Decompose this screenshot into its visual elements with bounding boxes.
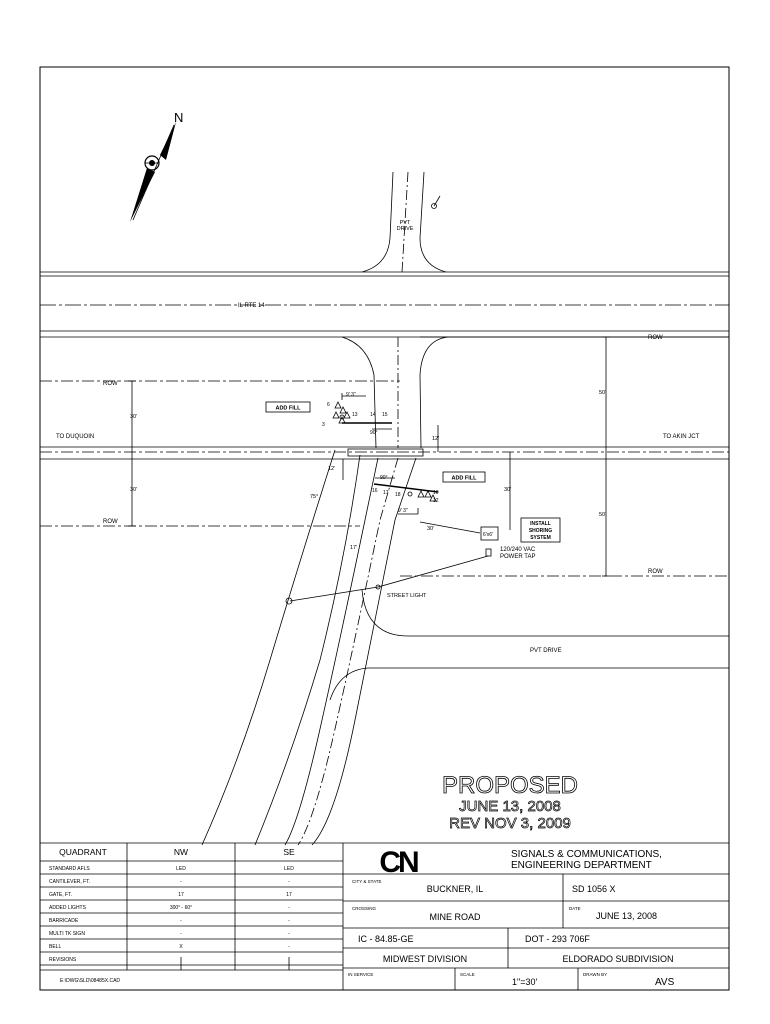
qt-row4-se: -: [288, 905, 290, 911]
north-arrow-icon: [130, 122, 176, 222]
file-path: E:\DWG\SLD\08485X.CAD: [60, 978, 121, 984]
qt-header-nw: NW: [173, 847, 189, 857]
power-tap-label-2: POWER TAP: [500, 554, 536, 560]
qt-row2-label: CANTILEVER, FT.: [49, 879, 91, 885]
signal-cluster-nw: [333, 393, 392, 429]
row-label-nw: ROW: [103, 381, 118, 387]
crossing-value: MINE ROAD: [429, 912, 481, 922]
city-state-label: CITY & STATE: [352, 879, 382, 884]
pvt-drive-bottom-label: PVT DRIVE: [530, 648, 562, 654]
to-duquoin-label: TO DUQUOIN: [56, 434, 95, 440]
dim-30-se: 30': [504, 487, 512, 493]
subdivision-value: ELDORADO SUBDIVISION: [562, 954, 674, 964]
drawn-by-label: DRAWN BY: [583, 972, 608, 977]
qt-row2-nw: -: [180, 879, 182, 885]
street-light-label: STREET LIGHT: [387, 593, 427, 599]
north-label: N: [174, 110, 184, 125]
date-value: JUNE 13, 2008: [596, 911, 658, 921]
qt-row7-label: BELL: [49, 944, 62, 950]
to-akin-jct-label: TO AKIN JCT: [663, 434, 700, 440]
dim-12-left: 12': [328, 466, 336, 472]
qt-row1-label: STANDARD AFLS: [49, 866, 90, 872]
dim-30-sw: 30': [130, 487, 138, 493]
sd-value: SD 1056 X: [572, 884, 616, 894]
railroad-and-row: [40, 337, 729, 576]
qt-row4-label: ADDED LIGHTS: [49, 905, 86, 911]
signal-num-16: 16: [372, 488, 378, 494]
angle-90-nw: 90°: [370, 430, 378, 436]
qt-row6-nw: -: [180, 931, 182, 937]
dim-50-se: 50': [599, 512, 607, 518]
signal-num-6: 6: [327, 402, 330, 408]
signal-num-10: 10: [433, 490, 439, 496]
qt-row3-se: 17: [286, 892, 292, 898]
signal-num-18: 18: [395, 492, 401, 498]
row-label-se: ROW: [648, 569, 663, 575]
highway-il-rte-14: [40, 272, 729, 337]
dim-50-ne: 50': [599, 390, 607, 396]
dim-30-nw: 30': [130, 414, 138, 420]
qt-row1-se: LED: [284, 866, 294, 872]
install-shoring-3: SYSTEM: [530, 535, 551, 541]
title-block-grid: [343, 874, 729, 990]
stamp-proposed: PROPOSED: [441, 772, 579, 799]
signal-num-17: 17: [383, 490, 389, 496]
city-state-value: BUCKNER, IL: [426, 884, 484, 894]
qt-row3-nw: 17: [178, 892, 184, 898]
row-label-ne: ROW: [648, 335, 663, 341]
add-fill-label-se: ADD FILL: [451, 475, 477, 482]
date-label: DATE: [569, 906, 581, 911]
power-and-shoring: [286, 518, 560, 604]
qt-row7-se: -: [288, 944, 290, 950]
pvt-drive-top-label-1: PVT: [399, 220, 411, 226]
pvt-drive-top-label-2: DRIVE: [396, 226, 414, 232]
signal-num-15: 15: [382, 412, 388, 418]
dim-9-3-nw: 9' 3": [346, 392, 356, 398]
stamp-revision: REV NOV 3, 2009: [449, 815, 571, 832]
drawn-by-value: AVS: [655, 977, 675, 988]
signal-num-14: 14: [370, 412, 376, 418]
dept-line-1: SIGNALS & COMMUNICATIONS,: [511, 849, 662, 860]
install-shoring-2: SHORING: [528, 528, 553, 534]
box-size-label: 6'x6': [483, 532, 493, 538]
install-shoring-1: INSTALL: [530, 521, 551, 527]
qt-header-se: SE: [283, 847, 295, 857]
signal-num-12: 12: [433, 498, 439, 504]
qt-row8-label: REVISIONS: [49, 957, 77, 963]
mine-road: [202, 337, 729, 845]
signal-num-13: 13: [352, 412, 358, 418]
qt-row5-nw: -: [180, 918, 182, 924]
signal-num-3: 3: [322, 422, 325, 428]
ic-value: IC - 84.85-GE: [358, 934, 414, 944]
division-value: MIDWEST DIVISION: [382, 954, 468, 964]
scale-value: 1"=30': [512, 977, 538, 987]
stamp-date: JUNE 13, 2008: [459, 798, 561, 815]
dim-12-right: 12': [432, 436, 440, 442]
qt-row2-se: -: [288, 879, 290, 885]
add-fill-label-nw: ADD FILL: [275, 405, 301, 412]
dim-30-diag: 30': [427, 526, 435, 532]
power-tap-label-1: 120/240 VAC: [500, 547, 536, 553]
qt-row7-nw: X: [179, 944, 183, 950]
qt-row6-se: -: [288, 931, 290, 937]
qt-row6-label: MULTI TK SIGN: [49, 931, 85, 937]
in-service-label: IN SERVICE: [348, 972, 374, 977]
cn-logo: [379, 846, 418, 879]
qt-row4-nw: 300° - 60°: [169, 905, 193, 911]
row-label-sw: ROW: [103, 519, 118, 525]
angle-90-se: 90°: [380, 475, 388, 481]
highway-label: IL RTE 14: [238, 303, 265, 309]
dim-9-3-se: 9' 3": [398, 508, 408, 514]
dot-value: DOT - 293 706F: [525, 934, 590, 944]
qt-row1-nw: LED: [176, 866, 186, 872]
scale-label: SCALE: [460, 972, 475, 977]
qt-row3-label: GATE, FT.: [49, 892, 72, 898]
crossing-label: CROSSING: [352, 906, 377, 911]
qt-header-quadrant: QUADRANT: [59, 847, 107, 857]
qt-row5-se: -: [288, 918, 290, 924]
cn-logo-text: CN: [379, 846, 417, 879]
qt-row5-label: BARRICADE: [49, 918, 79, 924]
dim-75-deg: 75°: [310, 494, 319, 500]
dim-17: 17': [350, 545, 358, 551]
dept-line-2: ENGINEERING DEPARTMENT: [511, 860, 652, 871]
